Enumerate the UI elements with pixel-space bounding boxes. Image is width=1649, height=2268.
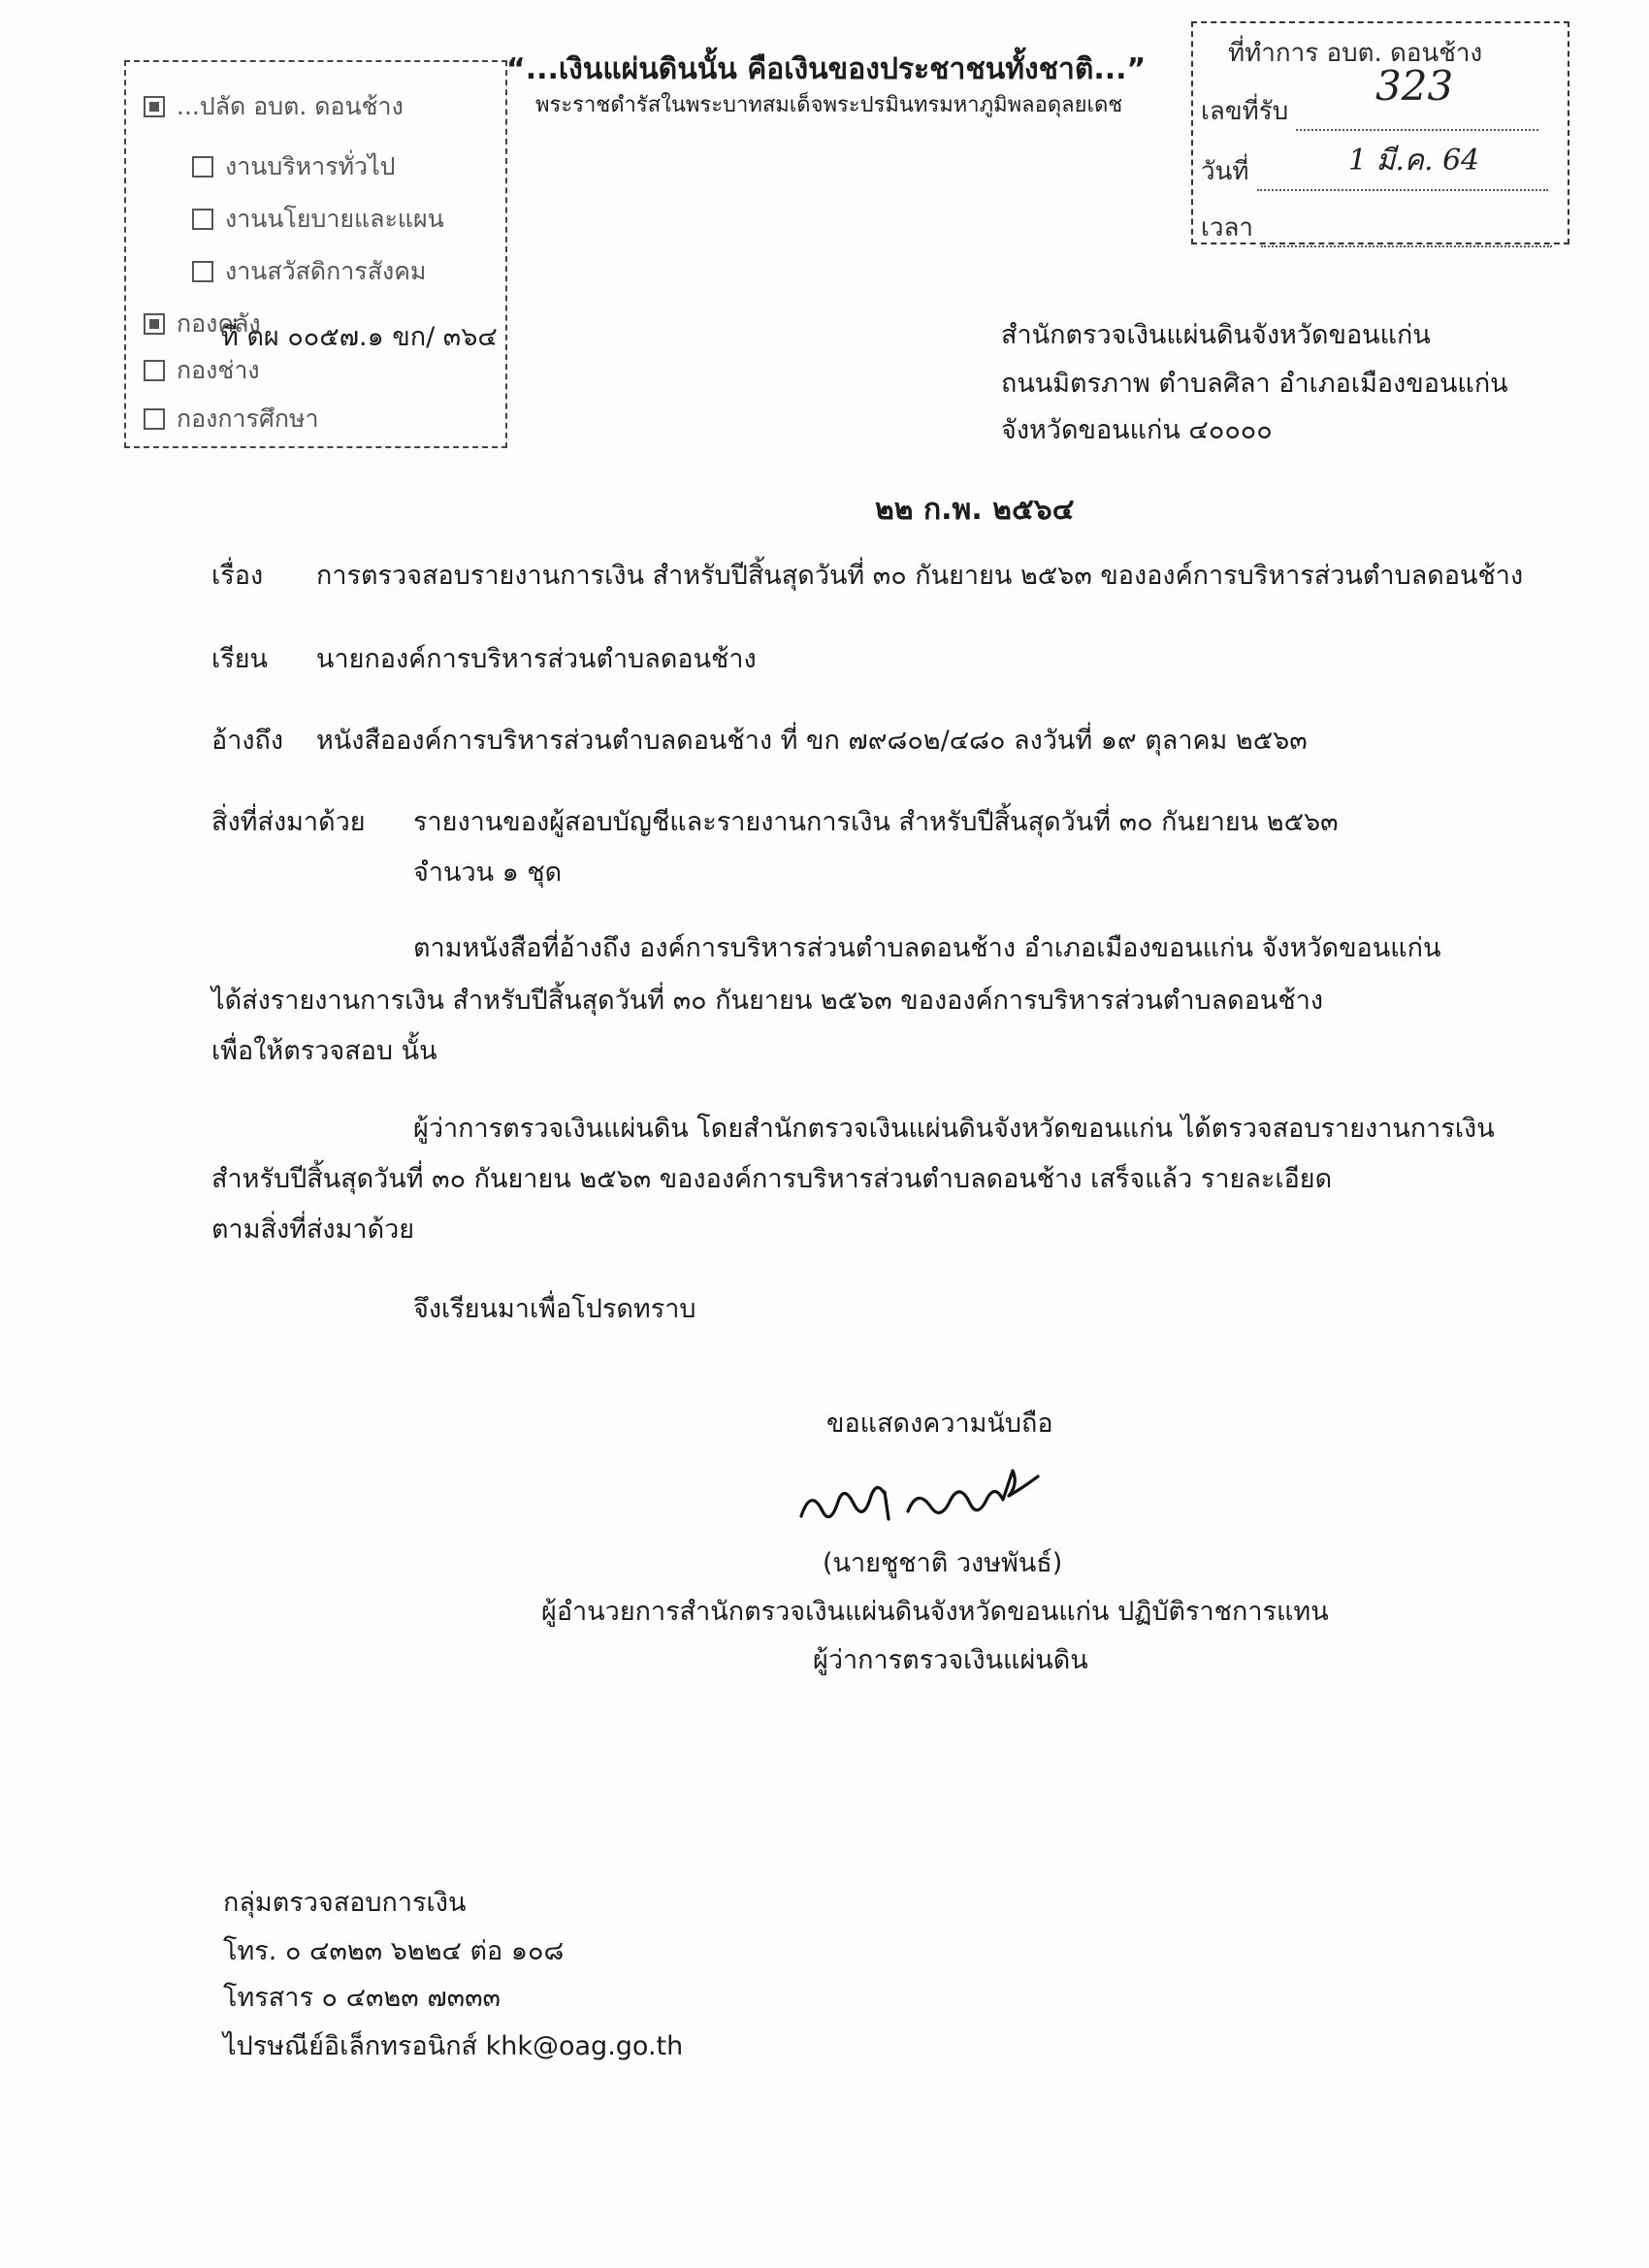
reference-label: อ้างถึง xyxy=(211,726,284,756)
routing-item-label: งานนโยบายและแผน xyxy=(225,205,444,233)
routing-item xyxy=(144,400,318,438)
complimentary-close: ขอแสดงความนับถือ xyxy=(826,1409,1053,1439)
letter-ref-no: ที่ ตผ ๐๐๕๗.๑ ขก/ ๓๖๔ xyxy=(221,322,498,352)
receipt-no-handwritten: 323 xyxy=(1375,62,1454,110)
routing-stamp xyxy=(124,60,507,448)
receipt-time-row xyxy=(1201,208,1552,247)
routing-stamp-title-row xyxy=(144,87,404,126)
receipt-no-label: เลขที่รับ xyxy=(1201,97,1289,126)
routing-item xyxy=(192,252,426,291)
receipt-no-row xyxy=(1201,91,1538,131)
checkbox-icon xyxy=(144,360,165,381)
body-paragraph-line: ตามสิ่งที่ส่งมาด้วย xyxy=(211,1215,415,1245)
closing-paragraph: จึงเรียนมาเพื่อโปรดทราบ xyxy=(413,1294,696,1324)
enclosure-label: สิ่งที่ส่งมาด้วย xyxy=(211,807,366,837)
contact-email: ไปรษณีย์อิเล็กทรอนิกส์ khk@oag.go.th xyxy=(223,2031,684,2061)
contact-fax: โทรสาร ๐ ๔๓๒๓ ๗๓๓๓ xyxy=(223,1983,501,2013)
body-paragraph-line: ตามหนังสือที่อ้างถึง องค์การบริหารส่วนตำบลดอนช้าง อำเภอเมืองขอนแก่น จังหวัดขอนแก่น xyxy=(413,933,1441,963)
subject-text: การตรวจสอบรายงานการเงิน สำหรับปีสิ้นสุดวันที่ ๓๐ กันยายน ๒๕๖๓ ขององค์การบริหารส่วนตำบลดอนช้าง xyxy=(316,561,1524,591)
checkbox-icon xyxy=(192,156,213,178)
routing-item xyxy=(192,147,396,186)
reference-text: หนังสือองค์การบริหารส่วนตำบลดอนช้าง ที่ ขก ๗๙๘๐๒/๔๘๐ ลงวันที่ ๑๙ ตุลาคม ๒๕๖๓ xyxy=(316,726,1308,756)
receipt-office: ที่ทำการ อบต. ดอนช้าง xyxy=(1228,39,1483,68)
body-paragraph-line: ได้ส่งรายงานการเงิน สำหรับปีสิ้นสุดวันที่ ๓๐ กันยายน ๒๕๖๓ ขององค์การบริหารส่วนตำบลดอนช้าง xyxy=(211,986,1324,1016)
checkbox-icon xyxy=(192,261,213,282)
checkbox-icon xyxy=(192,209,213,230)
routing-item-label: กองช่าง xyxy=(177,356,260,384)
routing-item-label: กองการศึกษา xyxy=(177,405,319,433)
sender-address-line: ถนนมิตรภาพ ตำบลศิลา อำเภอเมืองขอนแก่น xyxy=(1001,369,1508,399)
letter-date: ๒๒ ก.พ. ๒๕๖๔ xyxy=(875,493,1075,527)
routing-item-label: งานบริหารทั่วไป xyxy=(225,152,396,180)
dotted-line xyxy=(1261,220,1552,247)
routing-item xyxy=(192,200,444,239)
signature xyxy=(792,1463,1102,1544)
sender-address-line: สำนักตรวจเงินแผ่นดินจังหวัดขอนแก่น xyxy=(1001,320,1431,350)
signer-title-line2: ผู้ว่าการตรวจเงินแผ่นดิน xyxy=(813,1645,1088,1675)
enclosure-line: จำนวน ๑ ชุด xyxy=(413,858,563,888)
receipt-date-handwritten: 1 มี.ค. 64 xyxy=(1348,144,1480,178)
routing-stamp-title: ...ปลัด อบต. ดอนช้าง xyxy=(177,92,404,120)
handwritten-signature-icon xyxy=(792,1463,1102,1540)
body-paragraph-line: ผู้ว่าการตรวจเงินแผ่นดิน โดยสำนักตรวจเงินแผ่นดินจังหวัดขอนแก่น ได้ตรวจสอบรายงานการเงิน xyxy=(413,1114,1495,1144)
receipt-date-label: วันที่ xyxy=(1201,157,1249,186)
enclosure-line: รายงานของผู้สอบบัญชีและรายงานการเงิน สำหรับปีสิ้นสุดวันที่ ๓๐ กันยายน ๒๕๖๓ xyxy=(413,807,1339,837)
receipt-time-label: เวลา xyxy=(1201,213,1254,243)
sender-address-line: จังหวัดขอนแก่น ๔๐๐๐๐ xyxy=(1001,415,1273,445)
contact-group: กลุ่มตรวจสอบการเงิน xyxy=(223,1888,467,1918)
body-paragraph-line: สำหรับปีสิ้นสุดวันที่ ๓๐ กันยายน ๒๕๖๓ ขององค์การบริหารส่วนตำบลดอนช้าง เสร็จแล้ว รายละเอียด xyxy=(211,1164,1333,1194)
checkbox-icon xyxy=(144,96,165,117)
routing-item-label: งานสวัสดิการสังคม xyxy=(225,257,427,285)
checkbox-checked-icon xyxy=(144,313,165,335)
checkbox-icon xyxy=(144,408,165,430)
signer-name: (นายชูชาติ วงษพันธ์) xyxy=(823,1548,1063,1578)
signer-title: ผู้อำนวยการสำนักตรวจเงินแผ่นดินจังหวัดขอนแก่น ปฏิบัติราชการแทน xyxy=(541,1597,1329,1627)
to-text: นายกองค์การบริหารส่วนตำบลดอนช้าง xyxy=(316,644,757,674)
routing-item xyxy=(144,351,260,390)
motto-attribution: พระราชดำรัสในพระบาทสมเด็จพระปรมินทรมหาภูมิพลอดุลยเดช xyxy=(535,93,1123,117)
to-label: เรียน xyxy=(211,644,269,674)
motto-quote: “...เงินแผ่นดินนั้น คือเงินของประชาชนทั้งชาติ...” xyxy=(506,52,1147,86)
receipt-stamp xyxy=(1191,21,1569,244)
subject-label: เรื่อง xyxy=(211,561,264,591)
routing-item-label: กองคลัง xyxy=(177,309,261,338)
body-paragraph-line: เพื่อให้ตรวจสอบ นั้น xyxy=(211,1036,437,1066)
contact-phone: โทร. ๐ ๔๓๒๓ ๖๒๒๔ ต่อ ๑๐๘ xyxy=(223,1936,565,1966)
